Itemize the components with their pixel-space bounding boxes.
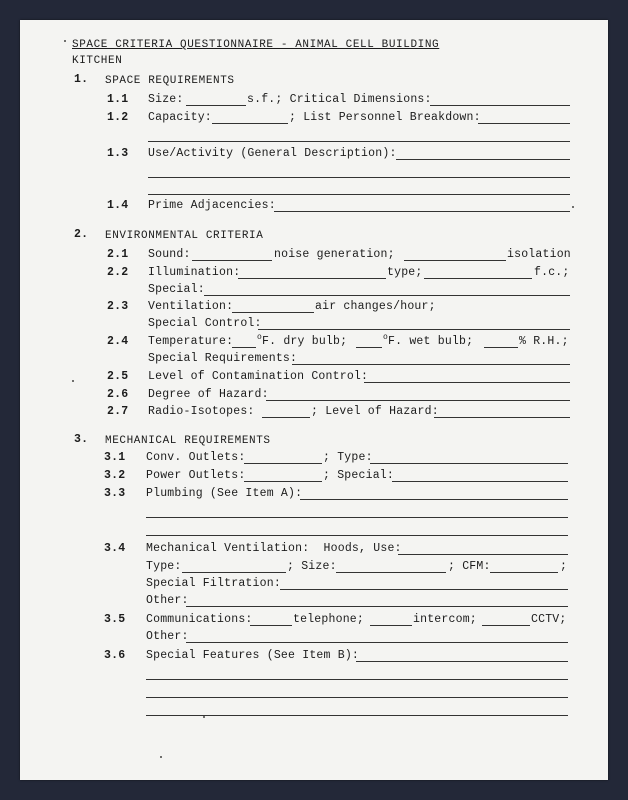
item-label: Temperature: xyxy=(148,335,234,348)
item-number: 2.2 xyxy=(107,266,129,279)
item-label: Special: xyxy=(148,283,205,296)
section-number: 1. xyxy=(74,73,89,86)
blank-line xyxy=(292,364,570,365)
blank-line xyxy=(280,589,568,590)
blank-line xyxy=(482,625,530,626)
degree-symbol: o xyxy=(383,333,389,342)
item-label: s.f.; Critical Dimensions: xyxy=(247,93,432,106)
blank-line xyxy=(250,625,292,626)
item-label: ; xyxy=(560,560,568,573)
blank-line xyxy=(186,642,568,643)
item-label: ; Type: xyxy=(323,451,373,464)
section-title: MECHANICAL REQUIREMENTS xyxy=(105,435,271,447)
item-label: ; Size: xyxy=(287,560,337,573)
item-label: Other: xyxy=(146,630,189,643)
item-label: Conv. Outlets: xyxy=(146,451,246,464)
item-label: f.c.; xyxy=(534,266,570,279)
blank-line xyxy=(490,572,558,573)
item-label: Special Requirements: xyxy=(148,352,298,365)
scan-speck xyxy=(64,40,66,42)
item-label: Sound: xyxy=(148,248,191,261)
blank-line xyxy=(370,463,568,464)
item-label: Level of Contamination Control: xyxy=(148,370,369,383)
item-number: 3.3 xyxy=(104,487,126,500)
item-label: noise generation; xyxy=(274,248,395,261)
item-label: ; List Personnel Breakdown: xyxy=(289,111,481,124)
blank-line xyxy=(484,347,518,348)
blank-line xyxy=(274,211,570,212)
item-label: isolation xyxy=(507,248,571,261)
blank-line xyxy=(204,295,570,296)
item-label: Prime Adjacencies: xyxy=(148,199,276,212)
blank-line xyxy=(396,159,570,160)
degree-symbol: o xyxy=(257,333,263,342)
blank-line xyxy=(356,347,382,348)
blank-line xyxy=(356,661,568,662)
item-number: 2.7 xyxy=(107,405,129,418)
blank-line xyxy=(192,260,272,261)
blank-line xyxy=(182,572,286,573)
blank-line xyxy=(244,481,322,482)
item-label: CCTV; xyxy=(531,613,567,626)
item-label xyxy=(383,335,473,350)
item-number: 3.6 xyxy=(104,649,126,662)
item-number: 1.2 xyxy=(107,111,129,124)
blank-line xyxy=(146,517,568,518)
blank-line xyxy=(148,177,570,178)
item-label: Illumination: xyxy=(148,266,241,279)
item-label: ; Special: xyxy=(323,469,395,482)
item-label: intercom; xyxy=(413,613,477,626)
blank-line xyxy=(232,312,314,313)
blank-line xyxy=(146,679,568,680)
blank-line xyxy=(336,572,446,573)
item-number: 3.1 xyxy=(104,451,126,464)
blank-line xyxy=(370,625,412,626)
item-label: % R.H.; xyxy=(519,335,569,348)
item-label: Radio-Isotopes: xyxy=(148,405,255,418)
item-label: Capacity: xyxy=(148,111,212,124)
scan-speck xyxy=(160,756,162,758)
blank-line xyxy=(258,329,570,330)
blank-line xyxy=(398,554,568,555)
page-title: SPACE CRITERIA QUESTIONNAIRE - ANIMAL CELL BUILDING xyxy=(72,39,440,51)
item-label: telephone; xyxy=(293,613,365,626)
blank-line xyxy=(146,715,568,716)
blank-line xyxy=(186,105,246,106)
blank-line xyxy=(212,123,288,124)
blank-line xyxy=(266,400,570,401)
blank-line xyxy=(148,141,570,142)
item-label: ; Level of Hazard: xyxy=(311,405,439,418)
scan-speck xyxy=(572,206,574,208)
blank-line xyxy=(244,463,322,464)
page-subtitle: KITCHEN xyxy=(72,55,123,67)
item-label: type; xyxy=(387,266,423,279)
item-label: Ventilation: xyxy=(148,300,234,313)
blank-line xyxy=(146,535,568,536)
item-label: Mechanical Ventilation: Hoods, Use: xyxy=(146,542,402,555)
blank-line xyxy=(430,105,570,106)
item-number: 2.1 xyxy=(107,248,129,261)
section-number: 2. xyxy=(74,228,89,241)
blank-line xyxy=(148,194,570,195)
item-label: ; CFM: xyxy=(448,560,491,573)
dry-bulb-label: F. dry bulb; xyxy=(262,335,348,348)
item-label: Special Control: xyxy=(148,317,262,330)
blank-line xyxy=(262,417,310,418)
item-number: 2.3 xyxy=(107,300,129,313)
blank-line xyxy=(478,123,570,124)
item-label xyxy=(257,335,347,350)
item-number: 3.4 xyxy=(104,542,126,555)
item-label: Type: xyxy=(146,560,182,573)
item-number: 2.6 xyxy=(107,388,129,401)
blank-line xyxy=(404,260,506,261)
item-number: 3.5 xyxy=(104,613,126,626)
item-number: 1.1 xyxy=(107,93,129,106)
section-title: SPACE REQUIREMENTS xyxy=(105,75,235,87)
section-title: ENVIRONMENTAL CRITERIA xyxy=(105,230,264,242)
blank-line xyxy=(238,278,386,279)
scan-speck xyxy=(203,716,205,718)
item-label: Special Features (See Item B): xyxy=(146,649,360,662)
blank-line xyxy=(232,347,256,348)
item-number: 3.2 xyxy=(104,469,126,482)
item-label: Power Outlets: xyxy=(146,469,246,482)
item-number: 1.3 xyxy=(107,147,129,160)
item-label: Special Filtration: xyxy=(146,577,281,590)
item-label: Size: xyxy=(148,93,184,106)
item-number: 2.4 xyxy=(107,335,129,348)
blank-line xyxy=(186,606,568,607)
blank-line xyxy=(300,499,568,500)
blank-line xyxy=(424,278,532,279)
item-label: Communications: xyxy=(146,613,253,626)
blank-line xyxy=(434,417,570,418)
item-label: Plumbing (See Item A): xyxy=(146,487,303,500)
scan-speck xyxy=(72,380,74,382)
item-label: Use/Activity (General Description): xyxy=(148,147,397,160)
item-label: Degree of Hazard: xyxy=(148,388,269,401)
wet-bulb-label: F. wet bulb; xyxy=(388,335,474,348)
item-number: 2.5 xyxy=(107,370,129,383)
item-number: 1.4 xyxy=(107,199,129,212)
blank-line xyxy=(364,382,570,383)
blank-line xyxy=(146,697,568,698)
item-label: Other: xyxy=(146,594,189,607)
section-number: 3. xyxy=(74,433,89,446)
blank-line xyxy=(392,481,568,482)
item-label: air changes/hour; xyxy=(315,300,436,313)
